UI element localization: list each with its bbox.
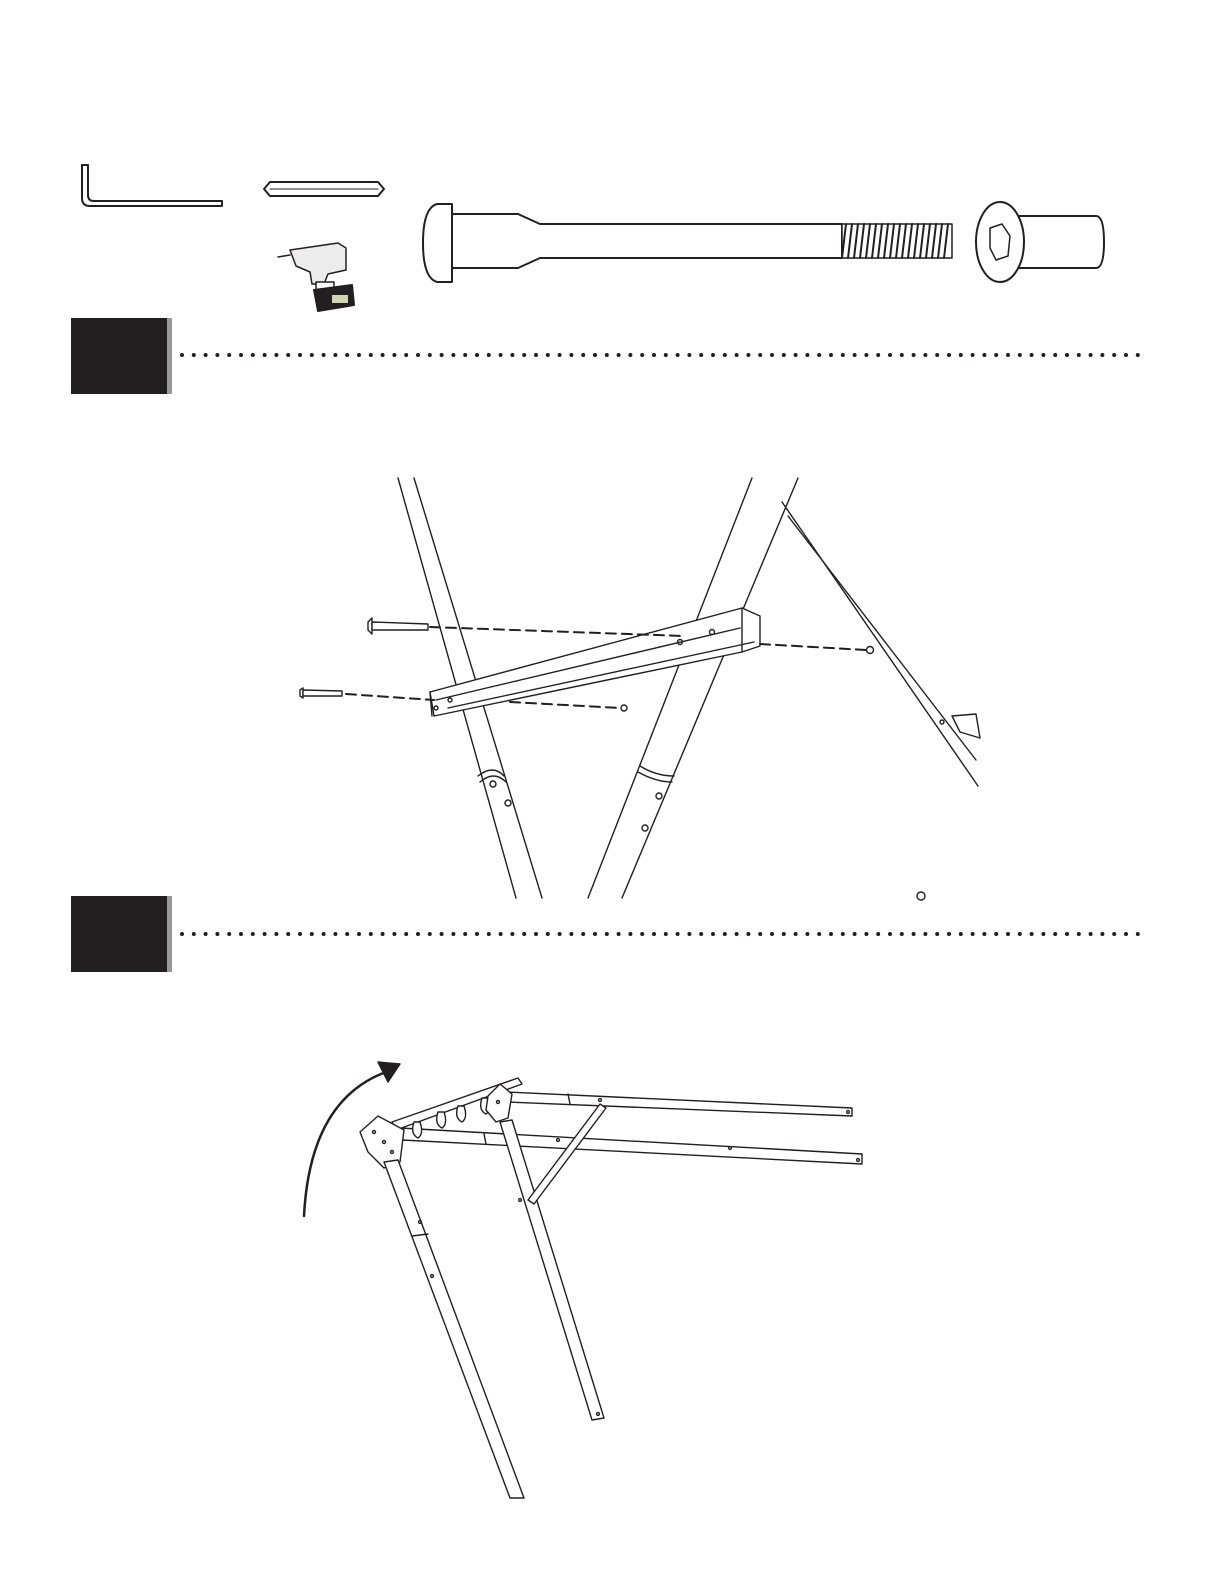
top-beam-front xyxy=(400,1128,862,1164)
front-leg-left xyxy=(384,1160,524,1498)
front-leg-right xyxy=(500,1120,604,1420)
top-beam-rear xyxy=(506,1092,852,1116)
diagonal-brace xyxy=(528,1104,606,1204)
